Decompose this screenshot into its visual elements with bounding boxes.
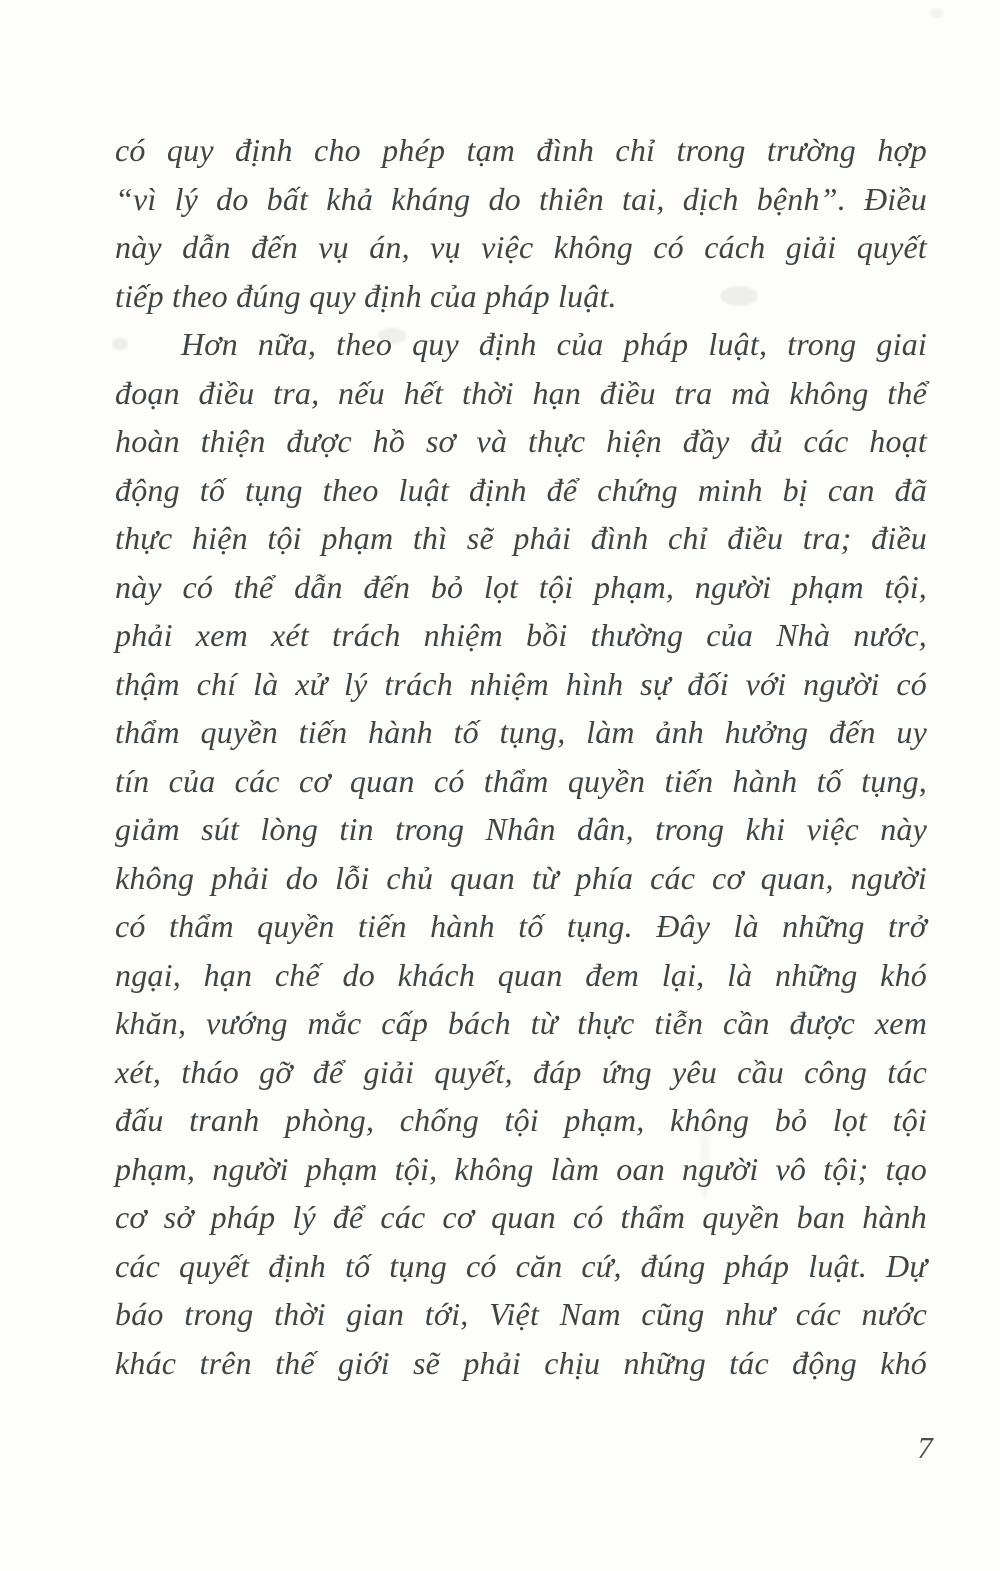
text-line: Hơn nữa, theo quy định của pháp luật, trong giai (181, 326, 927, 362)
text-line: thẩm quyền tiến hành tố tụng, làm ảnh hưởng đến uy (115, 714, 927, 750)
text-line: khác trên thế giới sẽ phải chịu những tác động khó (115, 1344, 927, 1381)
text-line: thậm chí là xử lý trách nhiệm hình sự đối với người có (115, 665, 927, 702)
page-number: 7 (917, 1430, 933, 1465)
text-line: báo trong thời gian tới, Việt Nam cũng như các nước (115, 1296, 927, 1332)
text-line: đoạn điều tra, nếu hết thời hạn điều tra mà không thể (115, 374, 927, 411)
text-line: có quy định cho phép tạm đình chỉ trong trường hợp (115, 132, 927, 168)
scan-artifact (112, 338, 128, 350)
text-line: tiếp theo đúng quy định của pháp luật. (115, 277, 617, 314)
text-line: không phải do lỗi chủ quan từ phía các cơ quan, người (115, 859, 927, 896)
body-text (115, 126, 927, 1387)
text-line: “vì lý do bất khả kháng do thiên tai, dịch bệnh”. Điều (115, 180, 927, 217)
text-line: các quyết định tố tụng có căn cứ, đúng pháp luật. Dự (115, 1247, 927, 1284)
scan-artifact (930, 8, 944, 18)
text-line: này dẫn đến vụ án, vụ việc không có cách giải quyết (115, 229, 927, 265)
text-line: thực hiện tội phạm thì sẽ phải đình chỉ điều tra; điều (115, 520, 927, 556)
text-line: có thẩm quyền tiến hành tố tụng. Đây là những trở (115, 908, 927, 944)
text-line: này có thể dẫn đến bỏ lọt tội phạm, người phạm tội, (115, 568, 927, 605)
text-line: đấu tranh phòng, chống tội phạm, không bỏ lọt tội (115, 1102, 927, 1138)
text-line: xét, tháo gỡ để giải quyết, đáp ứng yêu cầu công tác (115, 1053, 927, 1090)
text-line: giảm sút lòng tin trong Nhân dân, trong khi việc này (115, 811, 927, 847)
text-line: khăn, vướng mắc cấp bách từ thực tiễn cần được xem (115, 1005, 927, 1041)
scan-artifact (720, 286, 758, 306)
text-line: phạm, người phạm tội, không làm oan người vô tội; tạo (115, 1150, 927, 1187)
text-line: ngại, hạn chế do khách quan đem lại, là những khó (115, 956, 927, 993)
text-line: phải xem xét trách nhiệm bồi thường của Nhà nước, (115, 617, 927, 653)
text-line: hoàn thiện được hồ sơ và thực hiện đầy đủ các hoạt (115, 423, 927, 459)
text-line: cơ sở pháp lý để các cơ quan có thẩm quyền ban hành (115, 1199, 927, 1235)
text-line: động tố tụng theo luật định để chứng minh bị can đã (115, 471, 927, 508)
scan-artifact (700, 1128, 710, 1198)
scan-artifact (378, 328, 406, 344)
text-line: tín của các cơ quan có thẩm quyền tiến hành tố tụng, (115, 762, 927, 799)
